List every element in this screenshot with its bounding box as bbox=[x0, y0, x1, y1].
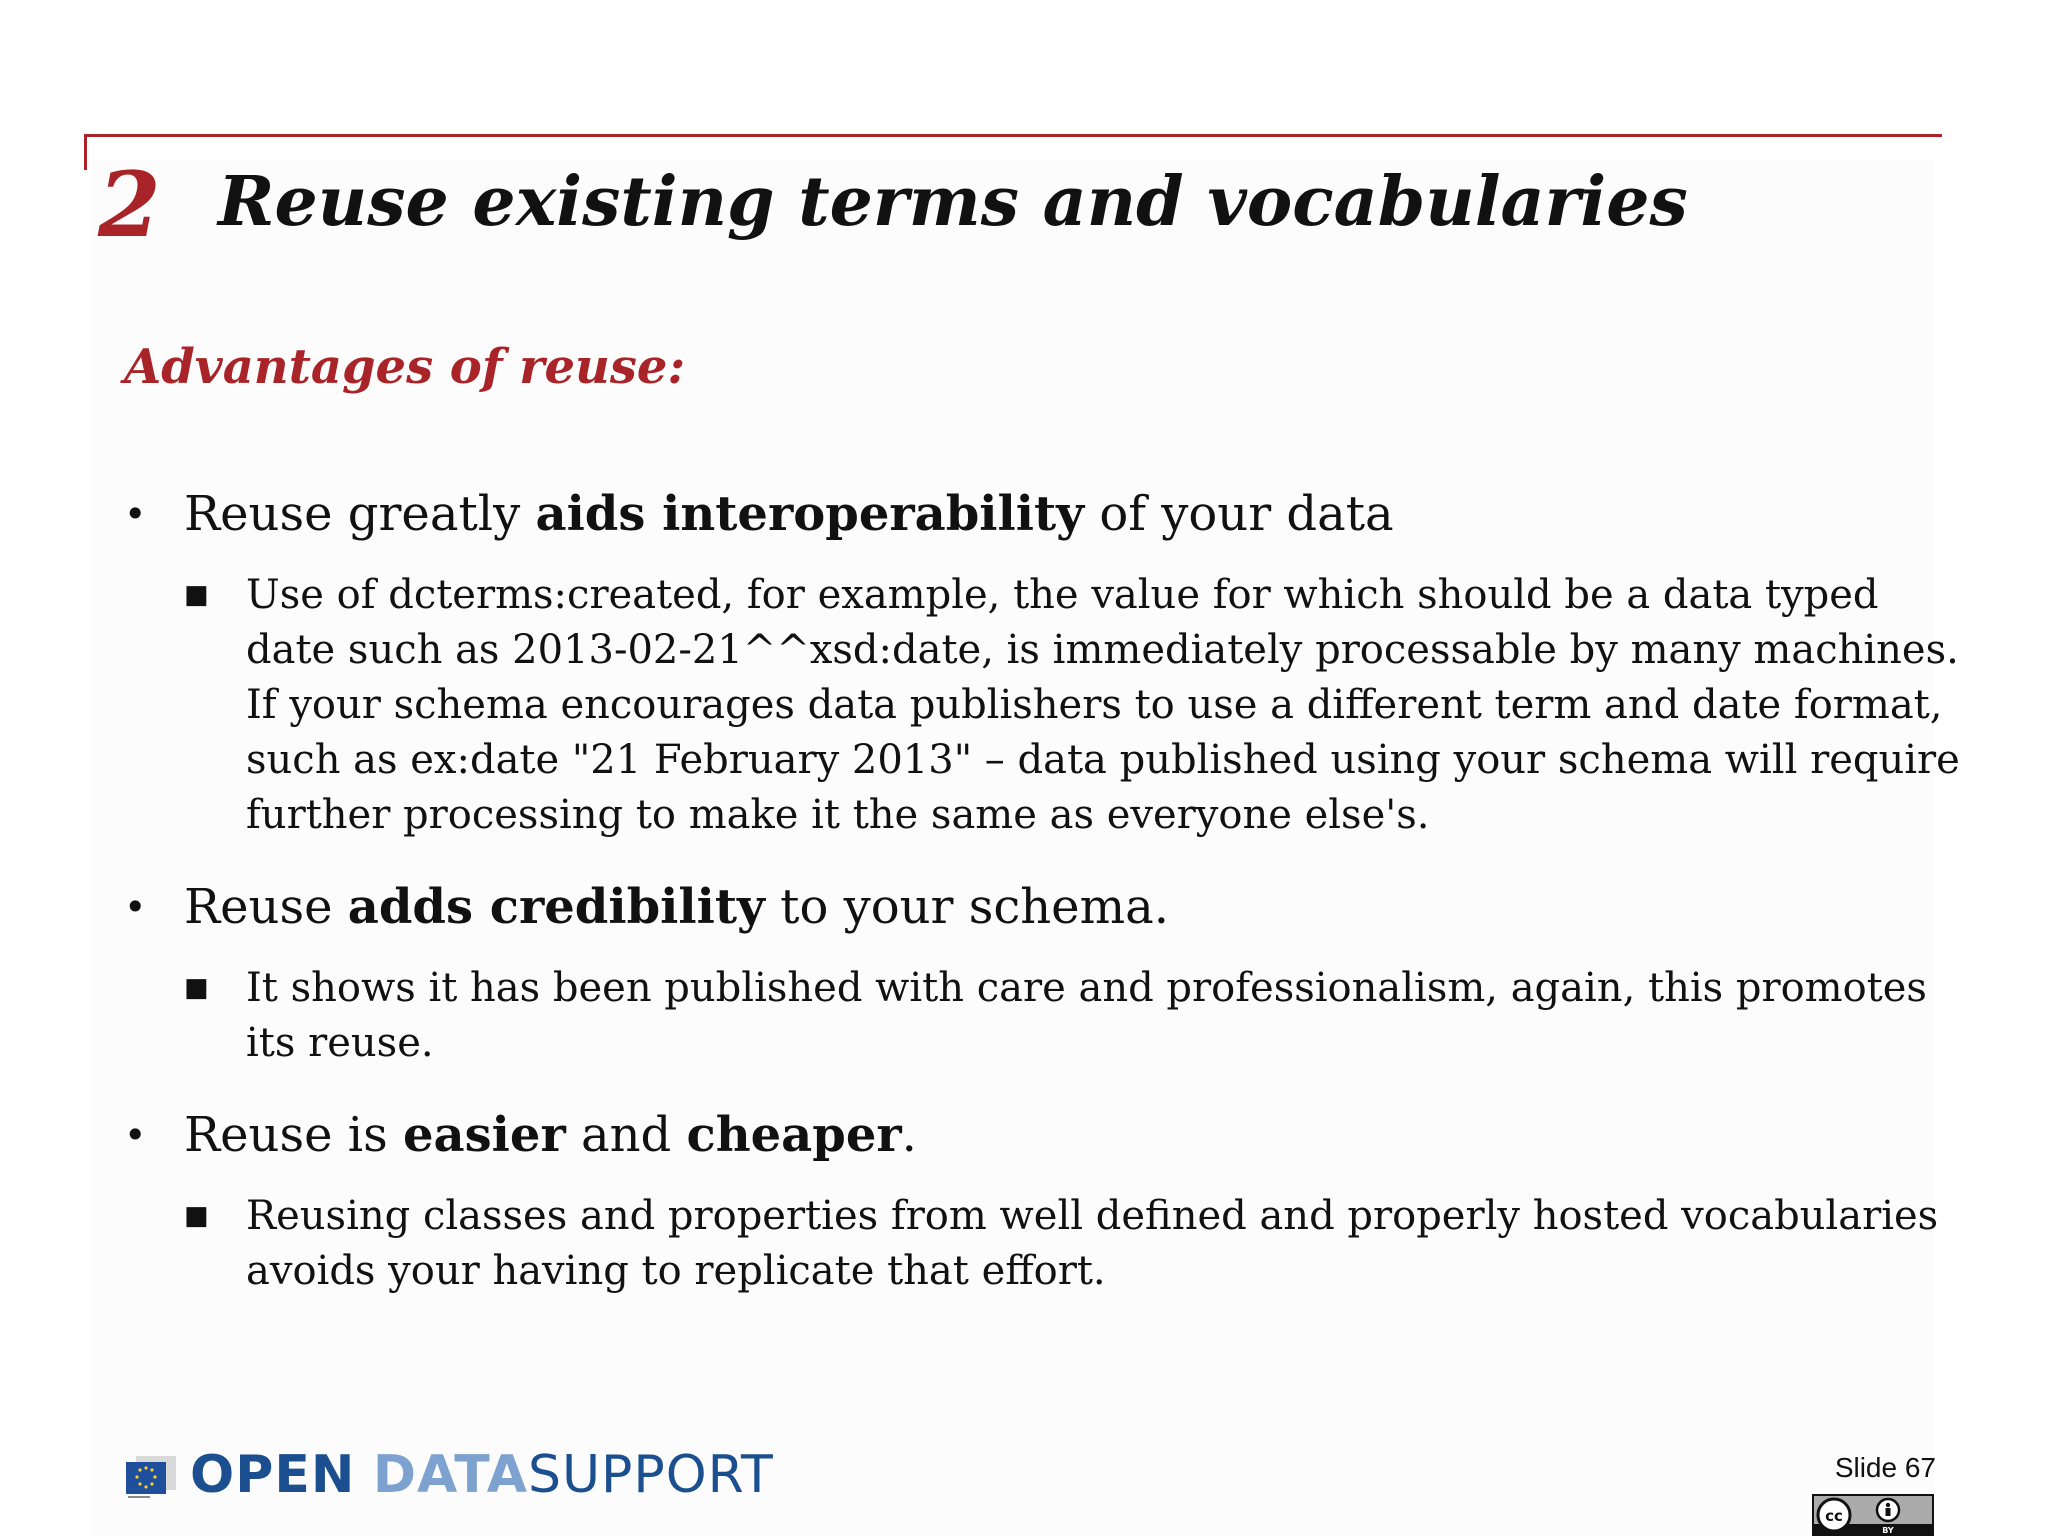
footer-brand bbox=[190, 1440, 774, 1510]
brand-support: SUPPORT bbox=[527, 1445, 774, 1505]
brand-open: OPEN bbox=[190, 1445, 356, 1505]
bullet-text bbox=[184, 867, 1942, 947]
bullet-marker: • bbox=[124, 1113, 147, 1157]
bullet-text-bold: adds credibility bbox=[347, 879, 765, 935]
bullet-text bbox=[184, 1095, 1942, 1175]
bullet-text-post: to your schema. bbox=[764, 879, 1169, 935]
license-cc-text: cc bbox=[1825, 1507, 1843, 1525]
license-by-text: BY bbox=[1882, 1526, 1894, 1535]
slide-counter: Slide 67 bbox=[1834, 1452, 1936, 1483]
bullet-text-bold-2: cheaper bbox=[686, 1107, 902, 1163]
eu-flag-icon bbox=[122, 1450, 184, 1500]
bullet-item-easier-cheaper bbox=[124, 1095, 1942, 1299]
bullet-item-interoperability bbox=[124, 474, 1960, 843]
bullet-text-bold: aids interoperability bbox=[535, 486, 1085, 542]
bullet-text-post: . bbox=[901, 1107, 917, 1163]
sub-bullet-marker: ■ bbox=[184, 580, 209, 610]
bullet-text bbox=[184, 474, 1942, 554]
bullet-list bbox=[124, 474, 1960, 1323]
subheading: Advantages of reuse: bbox=[124, 339, 686, 395]
sub-bullet-item bbox=[124, 568, 1960, 843]
sub-bullet-text: It shows it has been published with care and professionalism, again, this promotes its reuse. bbox=[246, 965, 1927, 1066]
bullet-text-mid: and bbox=[565, 1107, 687, 1163]
bullet-text-pre: Reuse bbox=[184, 879, 348, 935]
sub-bullet-marker: ■ bbox=[184, 973, 209, 1003]
bullet-item-credibility bbox=[124, 867, 1942, 1071]
sub-bullet-item bbox=[124, 1189, 1942, 1299]
slide-title: Reuse existing terms and vocabularies bbox=[218, 162, 1688, 242]
slide-number: 2 bbox=[98, 152, 161, 258]
bullet-marker: • bbox=[124, 885, 147, 929]
bullet-text-pre: Reuse greatly bbox=[184, 486, 536, 542]
bullet-text-post: of your data bbox=[1084, 486, 1394, 542]
brand-data: DATA bbox=[372, 1445, 528, 1505]
title-rule bbox=[84, 134, 1942, 137]
sub-bullet-text: Use of dcterms:created, for example, the value for which should be a data typed date such as 2013-02-21^^xsd:date, is immediately processable by many machines. If your schema encourages data publishers to use a different term and date format, such as ex:date "21 February 2013" – data published using your schema will require further processing to make it the same as everyone else's. bbox=[246, 572, 1960, 838]
bullet-text-pre: Reuse is bbox=[184, 1107, 403, 1163]
bullet-marker: • bbox=[124, 492, 147, 536]
sub-bullet-text: Reusing classes and properties from well defined and properly hosted vocabularies avoids your having to replicate that effort. bbox=[246, 1193, 1939, 1294]
cc-by-license-icon bbox=[1812, 1494, 1934, 1536]
sub-bullet-marker: ■ bbox=[184, 1201, 209, 1231]
open-data-support-logo bbox=[122, 1440, 774, 1510]
title-rule-tick bbox=[84, 134, 87, 170]
sub-bullet-item bbox=[124, 961, 1942, 1071]
bullet-text-bold: easier bbox=[403, 1107, 566, 1163]
